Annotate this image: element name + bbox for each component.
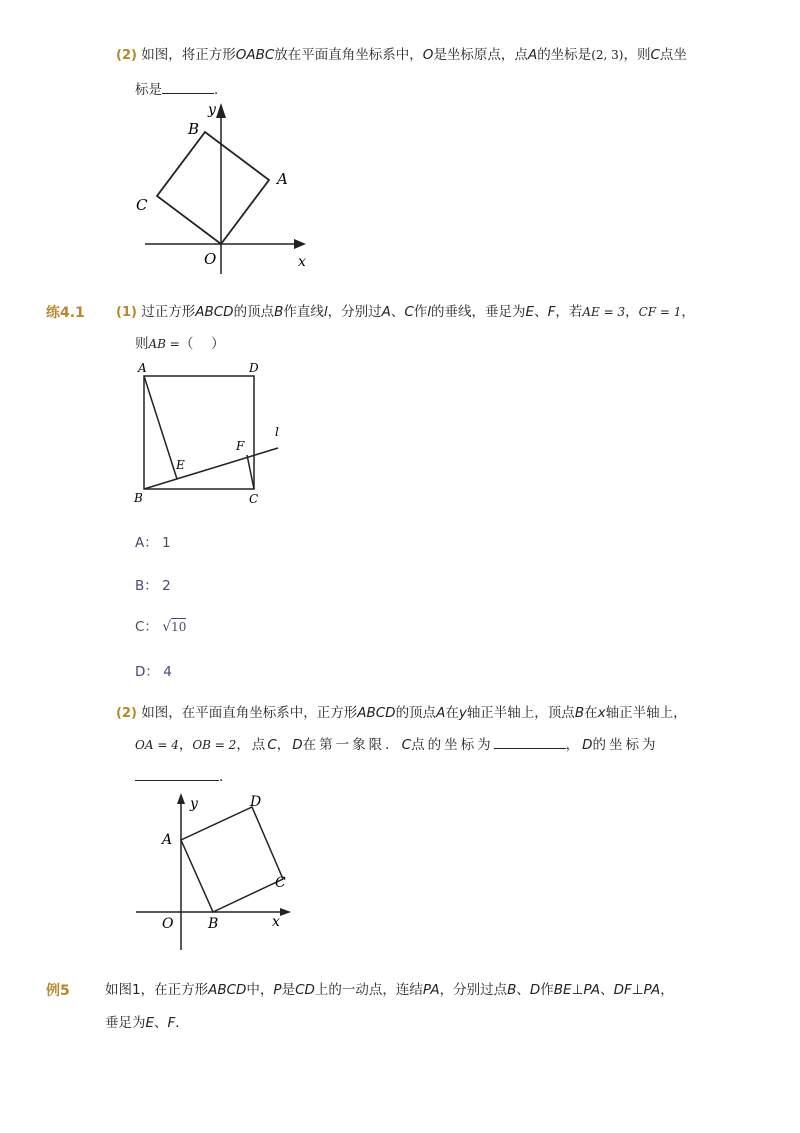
label-d: D (249, 361, 259, 375)
segment-cf (247, 455, 254, 489)
segment-ae (144, 376, 177, 479)
figure-square-on-axes (130, 788, 300, 956)
figure-square-abcd-line (128, 356, 298, 508)
line-l (144, 448, 278, 489)
y-axis-arrow (216, 103, 226, 118)
example-tag: 例5 (46, 983, 70, 999)
answer-blank-d[interactable] (135, 780, 219, 781)
ex41-line2: 则AB =（ ） (135, 336, 225, 352)
label-y: y (208, 102, 216, 118)
label-c: C (136, 196, 148, 214)
label-a: A (162, 832, 173, 848)
x-axis-arrow (294, 239, 306, 249)
label-b: B (188, 120, 200, 138)
ex5-line1: 如图1，在正方形ABCD中，P是CD上的一动点，连结PA，分别过点B、D作BE⊥PA、DF⊥PA， (105, 982, 674, 998)
x-axis-arrow (280, 908, 291, 916)
label-f: F (236, 439, 245, 453)
label-b: B (208, 916, 219, 932)
question-number: (1) (116, 305, 137, 320)
question-number: (2) (116, 48, 137, 63)
option-b[interactable]: B： 2 (135, 578, 171, 594)
ex41b-line1: (2) 如图，在平面直角坐标系中，正方形ABCD的顶点A在y轴正半轴上，顶点B在x轴正半轴上， (116, 705, 687, 721)
answer-blank-c[interactable] (494, 748, 566, 749)
label-c: C (275, 875, 286, 891)
option-d[interactable]: D： 4 (135, 664, 172, 680)
q1-line2: 标是 ． (135, 82, 228, 98)
square-abcd (181, 807, 283, 912)
label-a: A (277, 170, 288, 188)
label-o: O (162, 916, 174, 932)
ex41-line1: (1) 过正方形ABCD的顶点B作直线l，分别过A、C作l的垂线，垂足为E、F，若AE = 3，CF = 1， (116, 304, 695, 320)
y-axis-arrow (177, 793, 185, 804)
label-x: x (298, 254, 306, 270)
label-a: A (138, 361, 147, 375)
label-l: l (275, 425, 279, 439)
option-a[interactable]: A： 1 (135, 535, 171, 551)
option-c[interactable]: C： √10 (135, 619, 187, 635)
ex5-line2: 垂足为E、F． (105, 1015, 189, 1031)
label-d: D (250, 794, 262, 810)
ex41b-line2: OA = 4，OB = 2，点C，D在第一象限．C点的坐标为 ，D的坐标为 (135, 737, 659, 753)
label-c: C (249, 492, 259, 506)
question-number: (2) (116, 706, 137, 721)
label-x: x (272, 914, 280, 930)
square-oabc (157, 132, 269, 244)
label-e: E (176, 458, 185, 472)
figure-square-oabc (130, 98, 320, 278)
label-b: B (134, 491, 143, 505)
label-o: O (204, 250, 217, 268)
sqrt-symbol: √ (162, 619, 172, 635)
q1-line1: (2) 如图，将正方形OABC放在平面直角坐标系中，O是坐标原点，点A的坐标是(2, 3)，则C点坐 (116, 47, 687, 63)
label-y: y (190, 796, 198, 812)
answer-blank[interactable] (162, 93, 214, 94)
ex41b-line3: ． (135, 767, 233, 787)
exercise-tag: 练4.1 (46, 305, 85, 321)
